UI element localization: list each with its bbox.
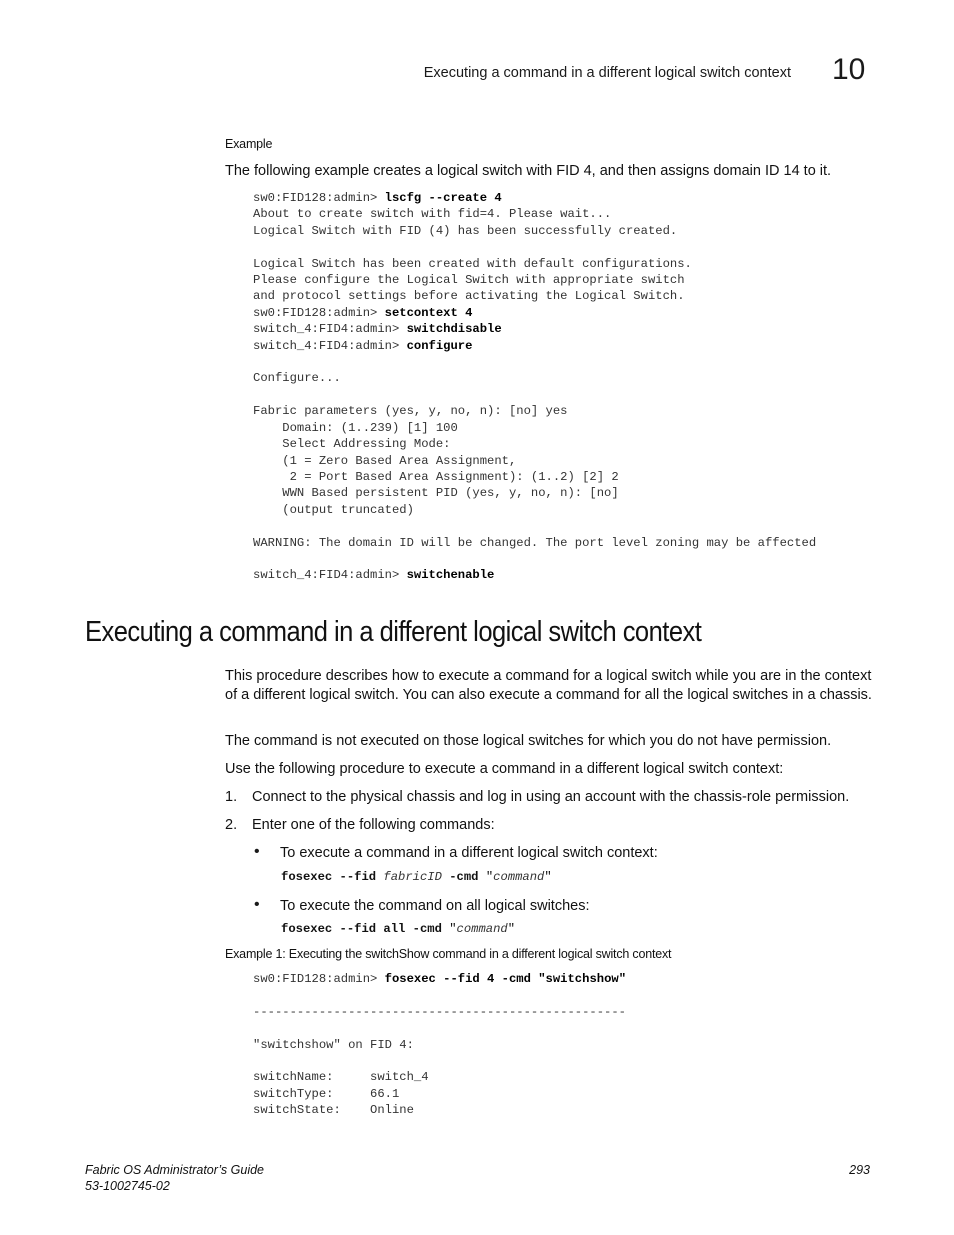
example-code-block — [253, 971, 626, 1119]
code-command: switchenable — [406, 568, 495, 583]
chapter-number: 10 — [832, 53, 866, 86]
bullet-text: To execute the command on all logical switches: — [280, 898, 590, 914]
paragraph: This procedure describes how to execute a command for a logical switch while you are in the context of a different logical switch. You can also execute a command for all the logical switches in a chassis. — [225, 668, 872, 703]
syntax-keyword: fosexec --fid all -cmd — [281, 922, 450, 936]
code-output: --------------------------------------------------- "switchshow" on FID 4: switchName: switch_4 switchType: 66.1 switchState: Online — [253, 1004, 626, 1118]
code-prompt: sw0:FID128:admin> — [253, 305, 385, 320]
code-command: configure — [406, 338, 473, 353]
syntax-quote: " — [507, 922, 516, 936]
code-prompt: switch_4:FID4:admin> — [253, 568, 407, 583]
bullet-icon: • — [254, 843, 260, 860]
command-syntax — [281, 922, 515, 936]
syntax-argument: command — [456, 922, 508, 936]
code-output: Configure... Fabric parameters (yes, y, no, n): [no] yes Domain: (1..239) [1] 100 Select Addressing Mode: (1 = Zero Based Area Assignment, 2 = Port Based Area Assignment): (1..2) [2] 2 WWN Based persistent PID (yes, y, no, n): [no] (output truncated) WARNING: The domain ID will be changed. The port level zoning may be affected — [253, 371, 817, 550]
syntax-keyword: fosexec --fid — [281, 870, 384, 884]
code-command: setcontext 4 — [384, 305, 473, 320]
syntax-quote: " — [485, 870, 494, 884]
footer-doc-number: 53-1002745-02 — [85, 1179, 170, 1193]
code-prompt: switch_4:FID4:admin> — [253, 322, 407, 337]
code-command: fosexec --fid 4 -cmd "switchshow" — [384, 972, 627, 986]
syntax-quote: " — [544, 870, 552, 884]
code-prompt: switch_4:FID4:admin> — [253, 338, 407, 353]
bullet-icon: • — [254, 896, 260, 913]
code-command: lscfg --create 4 — [384, 191, 502, 205]
footer-doc-title: Fabric OS Administrator’s Guide — [85, 1163, 264, 1177]
bullet-text: To execute a command in a different logical switch context: — [280, 845, 658, 861]
code-command: switchdisable — [406, 322, 502, 337]
running-header: Executing a command in a different logical switch context — [423, 65, 791, 81]
step-number: 1. — [225, 789, 238, 805]
example-intro: The following example creates a logical switch with FID 4, and then assigns domain ID 14 to it. — [225, 163, 832, 179]
command-syntax — [281, 870, 552, 884]
syntax-keyword: -cmd — [441, 870, 486, 884]
step-text: Enter one of the following commands: — [252, 817, 495, 833]
code-prompt: sw0:FID128:admin> — [253, 972, 385, 986]
example-label: Example — [225, 137, 273, 151]
page-number: 293 — [849, 1163, 870, 1177]
step-text: Connect to the physical chassis and log in using an account with the chassis-role permission. — [252, 789, 850, 805]
syntax-quote: " — [449, 922, 457, 936]
code-prompt: sw0:FID128:admin> — [253, 191, 385, 205]
paragraph: The command is not executed on those logical switches for which you do not have permission. — [225, 733, 832, 749]
section-title: Executing a command in a different logical switch context — [85, 616, 702, 648]
syntax-argument: command — [493, 870, 545, 884]
example-label: Example 1: Executing the switchShow command in a different logical switch context — [225, 947, 672, 961]
step-number: 2. — [225, 817, 238, 833]
footer-doc-info — [85, 1162, 264, 1194]
syntax-argument: fabricID — [383, 870, 442, 884]
code-output: About to create switch with fid=4. Please wait... Logical Switch with FID (4) has been successfully created. Logical Switch has been created with default configurations. Please configure the Logical Switch with appropriate switch and protocol settings before activating the Logical Switch. — [253, 207, 692, 304]
paragraph: Use the following procedure to execute a command in a different logical switch context: — [225, 761, 784, 777]
example-code-block — [253, 190, 816, 584]
